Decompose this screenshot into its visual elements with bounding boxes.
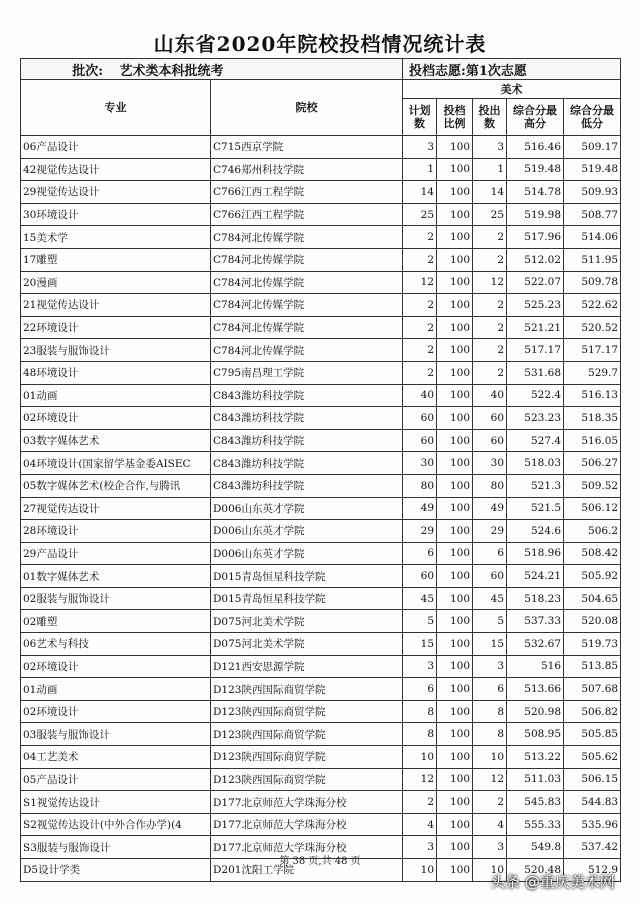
cell-max: 508.95 [507,723,564,746]
cell-min: 522.62 [564,294,621,317]
cell-out: 6 [473,542,507,565]
table-row [21,384,621,407]
cell-out: 25 [473,203,507,226]
cell-max: 531.68 [507,361,564,384]
cell-major: 01动画 [21,678,211,701]
batch-label: 批次: [72,63,103,79]
cell-max: 521.5 [507,497,564,520]
cell-plan: 3 [403,836,437,859]
table-row [21,474,621,497]
cell-major: 02环境设计 [21,407,211,430]
cell-major: 28环境设计 [21,520,211,543]
cell-min: 518.35 [564,407,621,430]
cell-out: 4 [473,813,507,836]
table-row [21,248,621,271]
cell-min: 516.05 [564,429,621,452]
batch-cell [21,59,403,80]
cell-school: C784河北传媒学院 [211,271,403,294]
cell-major: 05数字媒体艺术(校企合作,与腾讯 [21,474,211,497]
cell-out: 30 [473,452,507,475]
cell-school: C784河北传媒学院 [211,339,403,362]
cell-max: 514.78 [507,181,564,204]
cell-out: 10 [473,746,507,769]
cell-min: 519.73 [564,633,621,656]
cell-school: D015青岛恒星科技学院 [211,587,403,610]
cell-max: 513.22 [507,746,564,769]
cell-ratio: 100 [437,768,473,791]
table-body [21,136,621,882]
cell-plan: 60 [403,407,437,430]
cell-major: 03数字媒体艺术 [21,429,211,452]
cell-school: C843潍坊科技学院 [211,474,403,497]
cell-school: D006山东英才学院 [211,520,403,543]
table-row [21,655,621,678]
admission-table [20,58,621,882]
cell-ratio: 100 [437,610,473,633]
cell-ratio: 100 [437,248,473,271]
cell-school: C784河北传媒学院 [211,294,403,317]
cell-plan: 25 [403,203,437,226]
cell-ratio: 100 [437,633,473,656]
cell-ratio: 100 [437,181,473,204]
cell-school: C784河北传媒学院 [211,226,403,249]
cell-min: 508.77 [564,203,621,226]
cell-out: 3 [473,136,507,159]
cell-out: 10 [473,859,507,882]
cell-max: 516 [507,655,564,678]
cell-ratio: 100 [437,203,473,226]
cell-ratio: 100 [437,723,473,746]
cell-max: 520.98 [507,700,564,723]
cell-max: 527.4 [507,429,564,452]
cell-min: 529.7 [564,361,621,384]
cell-plan: 10 [403,746,437,769]
cell-plan: 6 [403,542,437,565]
cell-plan: 60 [403,565,437,588]
table-row [21,181,621,204]
cell-min: 511.95 [564,248,621,271]
cell-major: 15美术学 [21,226,211,249]
cell-major: 22环境设计 [21,316,211,339]
batch-value: 艺术类本科批统考 [119,63,224,79]
cell-out: 49 [473,497,507,520]
cell-min: 535.96 [564,813,621,836]
cell-major: S1视觉传达设计 [21,791,211,814]
cell-school: C784河北传媒学院 [211,248,403,271]
cell-plan: 60 [403,429,437,452]
cell-min: 520.52 [564,316,621,339]
table-row [21,610,621,633]
cell-plan: 2 [403,339,437,362]
cell-min: 509.17 [564,136,621,159]
cell-major: 29产品设计 [21,542,211,565]
cell-major: 06艺术与科技 [21,633,211,656]
cell-ratio: 100 [437,136,473,159]
cell-school: D121西安思源学院 [211,655,403,678]
cell-major: 02雕塑 [21,610,211,633]
cell-max: 545.83 [507,791,564,814]
cell-max: 512.02 [507,248,564,271]
cell-major: 01动画 [21,384,211,407]
cell-plan: 3 [403,136,437,159]
header-row-1 [21,80,621,99]
cell-major: 20漫画 [21,271,211,294]
cell-plan: 29 [403,520,437,543]
table-row [21,452,621,475]
table-row [21,429,621,452]
cell-school: C795南昌理工学院 [211,361,403,384]
cell-max: 517.17 [507,339,564,362]
cell-min: 519.48 [564,158,621,181]
cell-min: 507.68 [564,678,621,701]
cell-max: 537.33 [507,610,564,633]
cell-ratio: 100 [437,271,473,294]
table-row [21,316,621,339]
cell-school: D177北京师范大学珠海分校 [211,791,403,814]
cell-max: 519.48 [507,158,564,181]
cell-out: 3 [473,655,507,678]
cell-major: 29视觉传达设计 [21,181,211,204]
cell-major: 27视觉传达设计 [21,497,211,520]
cell-max: 524.21 [507,565,564,588]
cell-max: 521.3 [507,474,564,497]
cell-max: 532.67 [507,633,564,656]
cell-min: 506.2 [564,520,621,543]
watermark: 头条 @重庆美术网 [490,873,615,891]
cell-ratio: 100 [437,158,473,181]
cell-school: C766江西工程学院 [211,181,403,204]
cell-min: 520.08 [564,610,621,633]
cell-out: 5 [473,610,507,633]
cell-max: 523.23 [507,407,564,430]
cell-plan: 2 [403,248,437,271]
cell-max: 520.48 [507,859,564,882]
cell-out: 8 [473,723,507,746]
cell-out: 12 [473,768,507,791]
cell-school: D075河北美术学院 [211,610,403,633]
cell-ratio: 100 [437,520,473,543]
cell-school: D177北京师范大学珠海分校 [211,813,403,836]
cell-min: 506.15 [564,768,621,791]
cell-ratio: 100 [437,565,473,588]
cell-min: 505.62 [564,746,621,769]
cell-major: S2视觉传达设计(中外合作办学)(4 [21,813,211,836]
table-row [21,271,621,294]
cell-ratio: 100 [437,746,473,769]
cell-school: D075河北美术学院 [211,633,403,656]
cell-plan: 2 [403,226,437,249]
cell-plan: 45 [403,587,437,610]
table-row [21,723,621,746]
cell-school: C843潍坊科技学院 [211,429,403,452]
cell-out: 60 [473,407,507,430]
cell-min: 509.93 [564,181,621,204]
table-row [21,497,621,520]
cell-plan: 1 [403,158,437,181]
page-title: 山东省2020年院校投档情况统计表 [153,32,487,56]
cell-max: 524.6 [507,520,564,543]
cell-out: 6 [473,678,507,701]
table-row [21,407,621,430]
cell-max: 518.03 [507,452,564,475]
cell-major: 01数字媒体艺术 [21,565,211,588]
cell-school: D201沈阳工学院 [211,859,403,882]
header-major: 专业 [21,80,211,136]
cell-min: 517.17 [564,339,621,362]
page-footer: 第 38 页,共 48 页 [279,856,361,867]
cell-max: 522.4 [507,384,564,407]
cell-plan: 2 [403,361,437,384]
cell-out: 2 [473,791,507,814]
cell-max: 555.33 [507,813,564,836]
cell-plan: 4 [403,813,437,836]
cell-out: 2 [473,226,507,249]
cell-min: 514.06 [564,226,621,249]
cell-major: 21视觉传达设计 [21,294,211,317]
cell-school: D015青岛恒星科技学院 [211,565,403,588]
cell-out: 80 [473,474,507,497]
header-school: 院校 [211,80,403,136]
table-row [21,294,621,317]
cell-out: 2 [473,361,507,384]
cell-out: 14 [473,181,507,204]
header-category: 美术 [403,80,621,99]
cell-out: 12 [473,271,507,294]
cell-min: 509.52 [564,474,621,497]
cell-school: D123陕西国际商贸学院 [211,746,403,769]
cell-plan: 30 [403,452,437,475]
cell-out: 60 [473,565,507,588]
cell-ratio: 100 [437,813,473,836]
cell-min: 512.9 [564,859,621,882]
table-row [21,678,621,701]
cell-plan: 12 [403,768,437,791]
cell-ratio: 100 [437,226,473,249]
cell-major: 04工艺美术 [21,746,211,769]
cell-ratio: 100 [437,678,473,701]
cell-ratio: 100 [437,587,473,610]
cell-plan: 14 [403,181,437,204]
header-ratio: 投档比例 [437,99,473,136]
cell-school: C784河北传媒学院 [211,316,403,339]
cell-school: C843潍坊科技学院 [211,384,403,407]
cell-school: D006山东英才学院 [211,542,403,565]
cell-min: 506.27 [564,452,621,475]
cell-major: S3服装与服饰设计 [21,836,211,859]
cell-ratio: 100 [437,474,473,497]
cell-ratio: 100 [437,384,473,407]
round-cell: 投档志愿:第1次志愿 [403,59,621,80]
cell-plan: 2 [403,316,437,339]
header-max: 综合分最高分 [507,99,564,136]
cell-out: 3 [473,836,507,859]
cell-plan: 6 [403,678,437,701]
cell-plan: 49 [403,497,437,520]
cell-out: 45 [473,587,507,610]
cell-school: C715西京学院 [211,136,403,159]
cell-major: 05产品设计 [21,768,211,791]
cell-max: 518.23 [507,587,564,610]
table-row [21,813,621,836]
cell-ratio: 100 [437,361,473,384]
cell-ratio: 100 [437,452,473,475]
cell-plan: 8 [403,723,437,746]
cell-major: 02服装与服饰设计 [21,587,211,610]
cell-plan: 3 [403,655,437,678]
cell-out: 15 [473,633,507,656]
cell-out: 2 [473,316,507,339]
cell-max: 517.96 [507,226,564,249]
cell-max: 518.96 [507,542,564,565]
table-row [21,700,621,723]
cell-out: 2 [473,294,507,317]
header-out: 投出数 [473,99,507,136]
cell-plan: 2 [403,791,437,814]
cell-max: 525.23 [507,294,564,317]
cell-school: C766江西工程学院 [211,203,403,226]
table-row [21,226,621,249]
cell-school: D123陕西国际商贸学院 [211,678,403,701]
cell-school: C843潍坊科技学院 [211,452,403,475]
cell-max: 521.21 [507,316,564,339]
table-row [21,361,621,384]
cell-max: 513.66 [507,678,564,701]
cell-plan: 12 [403,271,437,294]
cell-min: 509.78 [564,271,621,294]
cell-ratio: 100 [437,339,473,362]
cell-ratio: 100 [437,316,473,339]
cell-min: 505.85 [564,723,621,746]
cell-ratio: 100 [437,791,473,814]
cell-max: 516.46 [507,136,564,159]
cell-school: C843潍坊科技学院 [211,407,403,430]
cell-ratio: 100 [437,429,473,452]
cell-out: 60 [473,429,507,452]
cell-school: D123陕西国际商贸学院 [211,700,403,723]
cell-major: 42视觉传达设计 [21,158,211,181]
table-row [21,542,621,565]
table-row [21,565,621,588]
cell-min: 537.42 [564,836,621,859]
cell-plan: 80 [403,474,437,497]
cell-plan: 2 [403,294,437,317]
table-row [21,339,621,362]
cell-max: 549.8 [507,836,564,859]
cell-min: 505.92 [564,565,621,588]
cell-plan: 10 [403,859,437,882]
batch-row [21,59,621,80]
cell-min: 516.13 [564,384,621,407]
cell-major: 02环境设计 [21,700,211,723]
cell-out: 8 [473,700,507,723]
cell-major: 17雕塑 [21,248,211,271]
cell-ratio: 100 [437,859,473,882]
table-row [21,791,621,814]
cell-major: D5设计学类 [21,859,211,882]
cell-max: 519.98 [507,203,564,226]
table-row [21,136,621,159]
cell-major: 02环境设计 [21,655,211,678]
cell-out: 40 [473,384,507,407]
cell-ratio: 100 [437,836,473,859]
cell-max: 522.07 [507,271,564,294]
table-row [21,203,621,226]
cell-major: 30环境设计 [21,203,211,226]
cell-school: C746郑州科技学院 [211,158,403,181]
table-row [21,768,621,791]
cell-major: 48环境设计 [21,361,211,384]
cell-ratio: 100 [437,294,473,317]
cell-plan: 5 [403,610,437,633]
cell-min: 506.12 [564,497,621,520]
cell-ratio: 100 [437,542,473,565]
cell-plan: 40 [403,384,437,407]
table-row [21,587,621,610]
cell-max: 511.03 [507,768,564,791]
table-row [21,158,621,181]
cell-out: 1 [473,158,507,181]
cell-major: 03服装与服饰设计 [21,723,211,746]
cell-min: 506.82 [564,700,621,723]
cell-major: 04环境设计(国家留学基金委AISEC [21,452,211,475]
cell-school: D123陕西国际商贸学院 [211,768,403,791]
cell-school: D177北京师范大学珠海分校 [211,836,403,859]
header-min: 综合分最低分 [564,99,621,136]
cell-school: D006山东英才学院 [211,497,403,520]
cell-ratio: 100 [437,407,473,430]
cell-min: 504.65 [564,587,621,610]
cell-plan: 8 [403,700,437,723]
cell-min: 508.42 [564,542,621,565]
cell-major: 06产品设计 [21,136,211,159]
table-row [21,746,621,769]
cell-major: 23服装与服饰设计 [21,339,211,362]
cell-min: 513.85 [564,655,621,678]
cell-min: 544.83 [564,791,621,814]
cell-out: 2 [473,248,507,271]
cell-school: D123陕西国际商贸学院 [211,723,403,746]
cell-plan: 15 [403,633,437,656]
table-row [21,520,621,543]
header-plan: 计划数 [403,99,437,136]
cell-ratio: 100 [437,700,473,723]
cell-ratio: 100 [437,655,473,678]
cell-ratio: 100 [437,497,473,520]
cell-out: 29 [473,520,507,543]
table-row [21,633,621,656]
cell-out: 2 [473,339,507,362]
